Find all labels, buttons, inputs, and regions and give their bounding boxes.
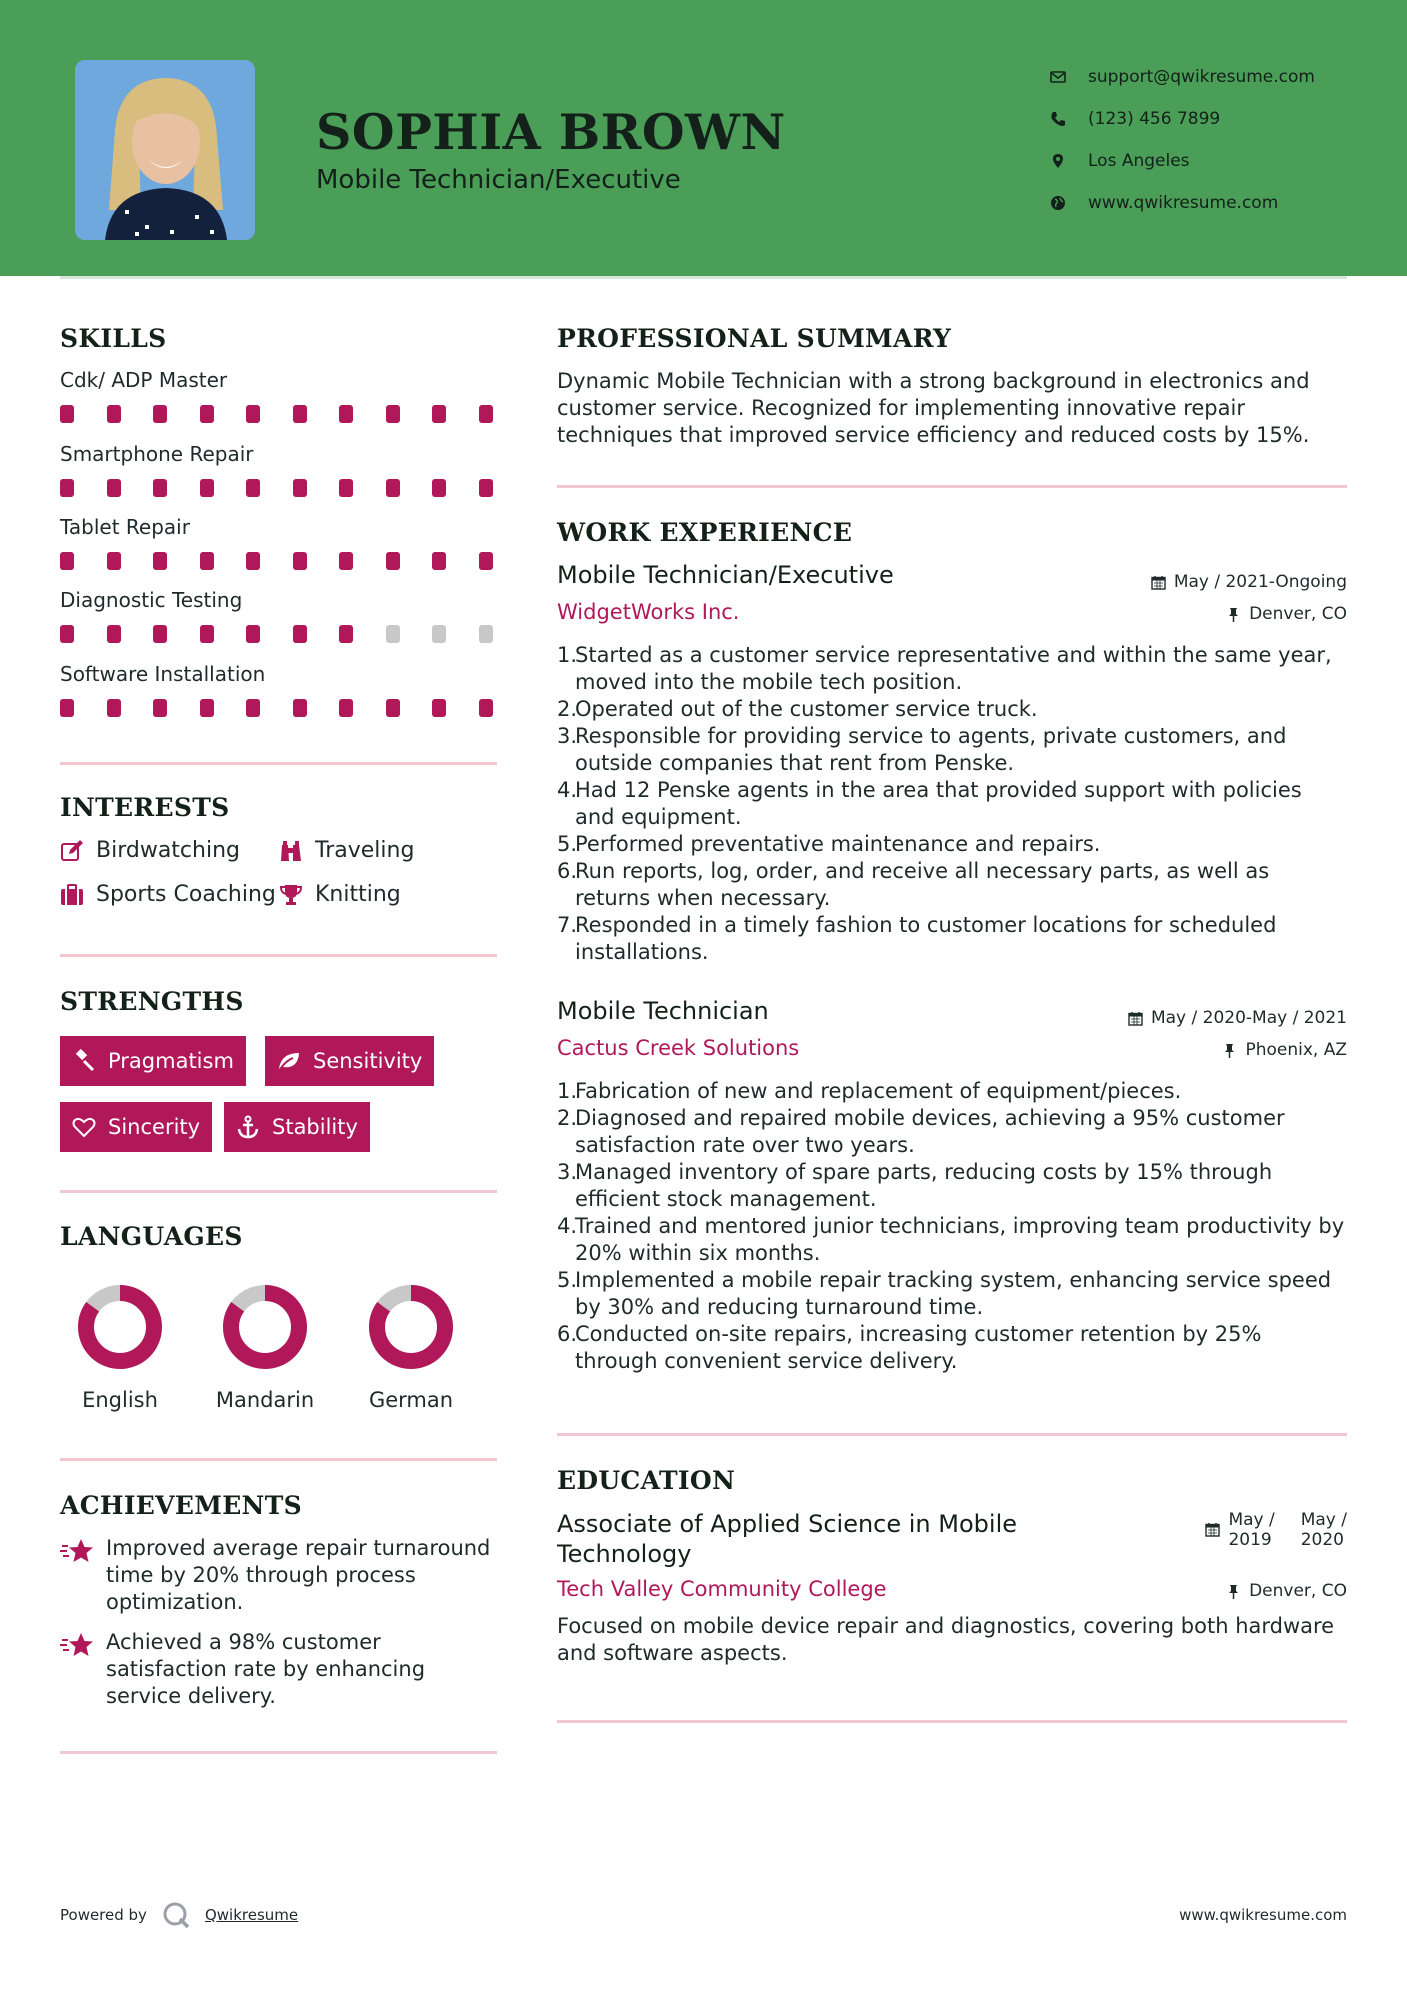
skill-dot-filled [293, 699, 307, 717]
skill-name: Diagnostic Testing [60, 588, 243, 612]
job-bullet: 3. Managed inventory of spare parts, reducing costs by 15% through efficient stock management. [557, 1160, 1273, 1211]
skill-dot-filled [200, 479, 214, 497]
strength-label: Stability [272, 1115, 358, 1139]
language-item [341, 1282, 481, 1412]
language-ring [220, 1282, 310, 1372]
candidate-title: Mobile Technician/Executive [316, 165, 681, 195]
skill-dot-filled [153, 405, 167, 423]
phone-icon [1050, 111, 1066, 127]
interests-title: INTERESTS [60, 793, 230, 822]
skill-dot-filled [60, 552, 74, 570]
section-divider [557, 1720, 1347, 1723]
strength-tag [60, 1102, 212, 1152]
header-divider [60, 276, 1347, 279]
strengths-title: STRENGTHS [60, 987, 244, 1016]
skill-dot-filled [339, 479, 353, 497]
calendar-icon [1151, 575, 1166, 590]
education-end: 2020 [1300, 1530, 1344, 1550]
skill-dot-filled [60, 625, 74, 643]
skill-dot-filled [432, 479, 446, 497]
section-divider [60, 1751, 497, 1754]
section-divider [60, 1190, 497, 1193]
strength-tag [60, 1036, 246, 1086]
education-end: May / [1300, 1510, 1347, 1530]
skill-dot-filled [479, 699, 493, 717]
qwikresume-link[interactable]: Qwikresume [204, 1906, 299, 1924]
contact-website[interactable] [1050, 182, 1315, 224]
job-bullet: 4. Trained and mentored junior technicians, improving team productivity by 20% within six months. [557, 1214, 1345, 1265]
skill-dot-filled [107, 552, 121, 570]
strength-label: Sincerity [108, 1115, 201, 1139]
skill-name: Tablet Repair [60, 515, 190, 539]
language-item [195, 1282, 335, 1412]
language-name: German [368, 1388, 454, 1412]
job-bullet: 3. Responsible for providing service to agents, private customers, and outside companies that rent from Penske. [557, 724, 1287, 775]
skill-dot-filled [246, 479, 260, 497]
binoculars-icon [279, 839, 303, 863]
skill-dot-filled [479, 552, 493, 570]
section-divider [557, 485, 1347, 488]
pencil-square-icon [60, 839, 84, 863]
skill-dot-filled [107, 479, 121, 497]
skill-dot-filled [432, 699, 446, 717]
footer-website[interactable]: www.qwikresume.com [1179, 1906, 1347, 1924]
map-marker-icon [1050, 153, 1066, 169]
strength-label: Pragmatism [108, 1049, 234, 1073]
skill-dot-filled [386, 552, 400, 570]
contact-website-text: www.qwikresume.com [1088, 193, 1279, 213]
skill-dot-filled [386, 699, 400, 717]
job-location [1226, 604, 1347, 624]
skill-rating [60, 625, 525, 643]
skill-dot-filled [293, 625, 307, 643]
skill-dot-filled [293, 479, 307, 497]
education-school: Tech Valley Community College [557, 1577, 887, 1601]
skill-dot-filled [153, 479, 167, 497]
language-name: English [82, 1388, 158, 1412]
profile-photo [75, 60, 255, 240]
strength-tag [265, 1036, 434, 1086]
skill-dot-empty [479, 625, 493, 643]
job-bullet: 5. Implemented a mobile repair tracking system, enhancing service speed by 30% and reducing turnaround time. [557, 1268, 1332, 1319]
leaf-icon [277, 1049, 301, 1073]
education-dates [1205, 1510, 1347, 1550]
education-location-text: Denver, CO [1249, 1581, 1347, 1601]
education-start: 2019 [1228, 1530, 1272, 1550]
job-bullet: 6. Conducted on-site repairs, increasing customer retention by 25% through convenient service delivery. [557, 1322, 1262, 1373]
skill-dot-filled [107, 699, 121, 717]
calendar-icon [1205, 1522, 1220, 1537]
skill-dot-filled [200, 552, 214, 570]
skill-dot-filled [246, 405, 260, 423]
skill-name: Smartphone Repair [60, 442, 254, 466]
pushpin-icon [1226, 1584, 1241, 1599]
globe-icon [1050, 195, 1066, 211]
job-bullet: 6. Run reports, log, order, and receive all necessary parts, as well as returns when necessary. [557, 859, 1270, 910]
job-bullet: 4. Had 12 Penske agents in the area that provided support with policies and equipment. [557, 778, 1302, 829]
education-location [1226, 1581, 1347, 1601]
skill-dot-filled [60, 699, 74, 717]
job-dates [1128, 1008, 1347, 1028]
skill-dot-filled [293, 405, 307, 423]
strength-label: Sensitivity [313, 1049, 423, 1073]
interest-label: Knitting [315, 882, 401, 907]
anchor-icon [236, 1115, 260, 1139]
job-location [1222, 1040, 1347, 1060]
education-degree-line: Associate of Applied Science in Mobile [557, 1510, 1017, 1538]
achievement-text: Improved average repair turnaround time by 20% through process optimization. [106, 1536, 491, 1614]
education-degree [557, 1509, 1017, 1569]
job-bullet: 7. Responded in a timely fashion to customer locations for scheduled installations. [557, 913, 1277, 964]
strength-tag [224, 1102, 370, 1152]
languages-title: LANGUAGES [60, 1222, 243, 1251]
achievements-title: ACHIEVEMENTS [60, 1491, 302, 1520]
star-icon [60, 1631, 94, 1659]
education-start: May / [1228, 1510, 1275, 1530]
pushpin-icon [1222, 1043, 1237, 1058]
interest-label: Birdwatching [96, 838, 240, 863]
contact-phone[interactable] [1050, 98, 1315, 140]
job-role: Mobile Technician [557, 997, 769, 1025]
skill-name: Software Installation [60, 662, 266, 686]
section-divider [60, 954, 497, 957]
skill-dot-filled [200, 405, 214, 423]
skill-dot-filled [339, 625, 353, 643]
envelope-icon [1050, 69, 1066, 85]
skill-rating [60, 479, 525, 497]
contact-location [1050, 140, 1315, 182]
skill-name: Cdk/ ADP Master [60, 368, 228, 392]
summary-text: Dynamic Mobile Technician with a strong background in electronics and customer service. Recognized for implementing innovative repair techniques that improved service efficiency and reduced costs by 15%. [557, 369, 1310, 447]
footer-powered-by [60, 1900, 298, 1930]
star-icon [60, 1537, 94, 1565]
experience-title: WORK EXPERIENCE [557, 518, 853, 547]
job-bullet: 2. Diagnosed and repaired mobile devices, achieving a 95% customer satisfaction rate over two years. [557, 1106, 1285, 1157]
gavel-icon [72, 1049, 96, 1073]
candidate-name: SOPHIA BROWN [316, 103, 786, 161]
interest-item [60, 838, 240, 863]
powered-by-label: Powered by [60, 1906, 147, 1924]
education-description: Focused on mobile device repair and diagnostics, covering both hardware and software aspects. [557, 1614, 1335, 1665]
language-ring [75, 1282, 165, 1372]
skill-rating [60, 552, 525, 570]
achievement-item [60, 1535, 500, 1616]
skill-dot-filled [153, 552, 167, 570]
job-dates [1151, 572, 1347, 592]
skill-dot-filled [246, 552, 260, 570]
interest-item [279, 838, 414, 863]
interest-item [279, 882, 401, 907]
job-bullet: 1. Started as a customer service representative and within the same year, moved into the mobile tech position. [557, 643, 1332, 694]
contact-email-text: support@qwikresume.com [1088, 67, 1315, 87]
job-company: Cactus Creek Solutions [557, 1036, 800, 1060]
skill-dot-filled [153, 699, 167, 717]
briefcase-icon [60, 883, 84, 907]
skill-dot-filled [386, 479, 400, 497]
interest-label: Sports Coaching [96, 882, 276, 907]
summary-title: PROFESSIONAL SUMMARY [557, 324, 952, 353]
trophy-icon [279, 883, 303, 907]
skill-dot-filled [107, 405, 121, 423]
skill-dot-empty [386, 625, 400, 643]
skill-dot-filled [432, 405, 446, 423]
job-location-text: Denver, CO [1249, 604, 1347, 624]
contact-location-text: Los Angeles [1088, 151, 1190, 171]
skill-dot-filled [200, 699, 214, 717]
job-bullet: 2. Operated out of the customer service truck. [557, 697, 1038, 721]
skill-rating [60, 699, 525, 717]
skill-dot-filled [246, 699, 260, 717]
header-banner [0, 0, 1407, 276]
job-company: WidgetWorks Inc. [557, 600, 740, 624]
pushpin-icon [1226, 607, 1241, 622]
skill-dot-filled [60, 405, 74, 423]
skill-dot-filled [60, 479, 74, 497]
achievement-item [60, 1629, 500, 1710]
skill-dot-filled [432, 552, 446, 570]
skill-dot-filled [386, 405, 400, 423]
job-role: Mobile Technician/Executive [557, 561, 894, 589]
job-location-text: Phoenix, AZ [1245, 1040, 1347, 1060]
job-bullets [557, 642, 1347, 966]
skill-dot-filled [479, 479, 493, 497]
job-dates-text: May / 2021-Ongoing [1173, 572, 1347, 592]
skill-dot-filled [153, 625, 167, 643]
skill-dot-empty [432, 625, 446, 643]
contact-phone-text: (123) 456 7899 [1088, 109, 1221, 129]
section-divider [557, 1433, 1347, 1436]
job-bullets [557, 1078, 1347, 1375]
qwikresume-logo-icon [161, 1900, 191, 1930]
section-divider [60, 1458, 497, 1461]
contact-email[interactable] [1050, 56, 1315, 98]
job-bullet: 5. Performed preventative maintenance and repairs. [557, 832, 1101, 856]
skill-dot-filled [479, 405, 493, 423]
job-dates-text: May / 2020-May / 2021 [1150, 1008, 1347, 1028]
language-ring [366, 1282, 456, 1372]
interest-label: Traveling [315, 838, 415, 863]
skills-title: SKILLS [60, 324, 167, 353]
education-title: EDUCATION [557, 1466, 736, 1495]
skill-dot-filled [339, 699, 353, 717]
interest-item [60, 882, 276, 907]
job-bullet: 1. Fabrication of new and replacement of equipment/pieces. [557, 1079, 1182, 1103]
achievement-text: Achieved a 98% customer satisfaction rate by enhancing service delivery. [106, 1630, 426, 1708]
skill-dot-filled [339, 552, 353, 570]
skill-dot-filled [293, 552, 307, 570]
language-item [50, 1282, 190, 1412]
contact-list [1050, 56, 1315, 224]
skill-dot-filled [339, 405, 353, 423]
section-divider [60, 762, 497, 765]
heart-icon [72, 1115, 96, 1139]
skill-dot-filled [107, 625, 121, 643]
skill-rating [60, 405, 525, 423]
language-name: Mandarin [215, 1388, 315, 1412]
skill-dot-filled [200, 625, 214, 643]
education-degree-line: Technology [557, 1540, 692, 1568]
calendar-icon [1128, 1011, 1143, 1026]
skill-dot-filled [246, 625, 260, 643]
